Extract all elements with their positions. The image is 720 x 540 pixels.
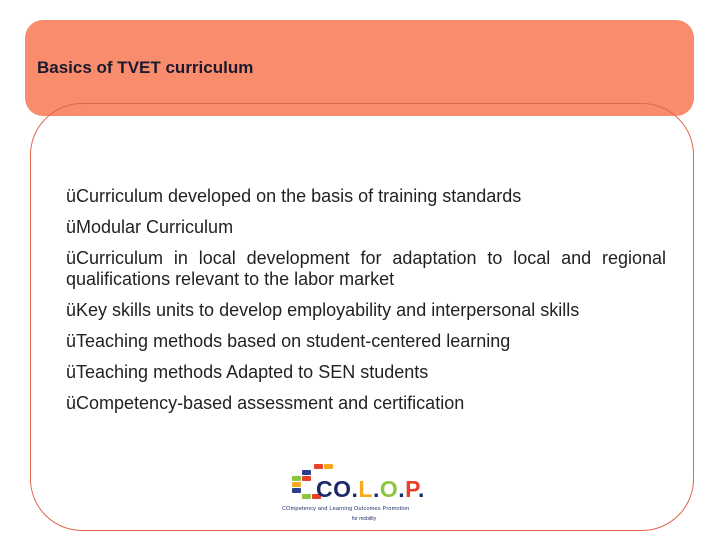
logo-square [302,476,311,481]
title-bar [25,20,694,116]
logo-square [292,476,301,481]
list-item [66,248,666,290]
checkmark-icon: ü [66,217,77,237]
list-item [66,331,666,352]
logo-square [292,482,301,487]
slide-title: Basics of TVET curriculum [37,58,254,77]
checkmark-icon: ü [66,300,77,320]
list-item [66,300,666,321]
logo-square [292,488,301,493]
list-item [66,217,666,238]
logo-tagline-2: for mobility [352,516,377,522]
bullet-text: Modular Curriculum [76,217,234,237]
list-item [66,362,666,383]
list-item [66,186,666,207]
bullet-text: Curriculum developed on the basis of training standards [76,186,522,206]
bullet-text: Teaching methods based on student-centered learning [76,331,511,351]
bullet-text: Teaching methods Adapted to SEN students [76,362,429,382]
checkmark-icon: ü [66,186,77,206]
checkmark-icon: ü [66,393,77,413]
logo-square [314,464,323,469]
logo-square [324,464,333,469]
checkmark-icon: ü [66,331,77,351]
bullet-list [66,186,666,414]
colop-logo [272,456,456,540]
bullet-text: Competency-based assessment and certification [76,393,465,413]
logo-square [302,494,311,499]
bullet-text: Key skills units to develop employability and interpersonal skills [76,300,580,320]
logo-square [302,470,311,475]
checkmark-icon: ü [66,362,77,382]
bullet-text: Curriculum in local development for adaptation to local and regional qualifications relevant to the labor market [66,248,666,289]
checkmark-icon: ü [66,248,77,268]
list-item [66,393,666,414]
logo-tagline: COmpetency and Learning Outcomes Promotion [282,506,410,512]
logo-wordmark: CO.L.O.P. [316,476,425,502]
